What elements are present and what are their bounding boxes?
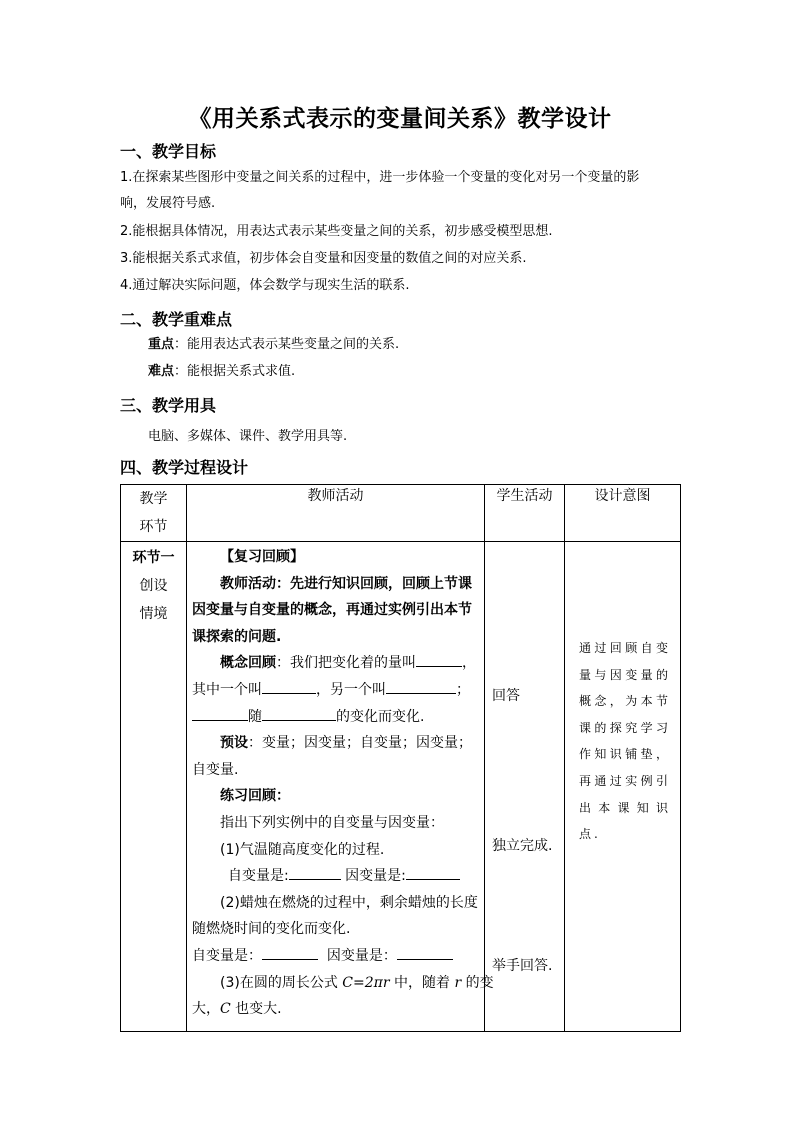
difficult-point-line [148, 365, 295, 379]
stage-line2: 创设 [139, 578, 168, 594]
table-header-row [121, 485, 681, 542]
document-title: 《用关系式表示的变量间关系》教学设计 [188, 106, 612, 132]
teaching-process-table [120, 484, 681, 1032]
fill-blank [416, 652, 462, 667]
teacher-activity-cell [187, 542, 494, 1032]
table-row [121, 542, 681, 1032]
design-intent-cell [565, 542, 681, 1032]
preset-line-2: 自变量. [192, 761, 239, 778]
header-stage [121, 485, 187, 542]
section-heading-process: 四、教学过程设计 [120, 458, 249, 477]
concept-line-2 [192, 677, 480, 704]
stage-line3: 情境 [139, 606, 168, 622]
concept-text-3a: 随 [248, 708, 262, 725]
header-student: 学生活动 [485, 485, 565, 542]
key-point-line [148, 338, 399, 352]
question-3-line-1 [192, 970, 494, 997]
q3-text-b: 中，随着 [389, 974, 455, 991]
student-answer-1: 回答 [492, 688, 520, 704]
concept-line-1 [192, 650, 480, 677]
fill-blank [289, 865, 341, 880]
q3-text-e: 也变大. [230, 1001, 282, 1018]
practice-label: 练习回顾： [220, 788, 290, 805]
activity-line-3: 课探索的问题. [192, 628, 282, 645]
student-activity-cell [485, 542, 565, 1032]
section-heading-key-points: 二、教学重难点 [120, 310, 233, 329]
fill-blank [262, 706, 336, 721]
section-heading-objectives: 一、教学目标 [120, 142, 217, 161]
variable-c: C [220, 1001, 231, 1018]
objective-item-1-cont: 响，发展符号感. [120, 196, 216, 211]
variable-r: r [454, 974, 462, 991]
section-heading-tools: 三、教学用具 [120, 396, 217, 415]
preset-label: 预设 [220, 735, 248, 752]
fill-blank [386, 679, 456, 694]
header-stage-line1: 教学 [139, 491, 168, 507]
header-design: 设计意图 [565, 485, 681, 542]
concept-text-2b: ，另一个叫 [316, 681, 386, 698]
question-2-answers [192, 943, 480, 970]
objective-item-2: 2.能根据具体情况，用表达式表示某些变量之间的关系，初步感受模型思想. [120, 224, 553, 239]
preset-line-1 [192, 730, 480, 757]
q3-text-a: (3)在圆的周长公式 [220, 974, 343, 991]
design-intent-text: 通过回顾自变量与因变量的概念，为本节课的探究学习作知识铺垫，再通过实例引出本课知识点. [579, 641, 671, 842]
q3-text-d: 大， [192, 1001, 220, 1018]
concept-text-1: ：我们把变化着的量叫 [276, 655, 416, 672]
question-1: (1)气温随高度变化的过程. [220, 841, 385, 858]
stage-name: 环节一 [132, 550, 175, 566]
stage-cell [121, 542, 187, 1032]
difficult-point-label: 难点 [148, 364, 175, 379]
preset-text-1: ：变量；因变量；自变量；因变量； [248, 735, 472, 752]
concept-text-2-end: ； [456, 681, 470, 698]
concept-label: 概念回顾 [220, 655, 276, 672]
header-stage-line2: 环节 [139, 519, 168, 535]
question-2-line-1: (2)蜡烛在燃烧的过程中，剩余蜡烛的长度 [220, 894, 478, 911]
fill-blank [397, 945, 453, 960]
q3-text-c: 的变 [461, 974, 494, 991]
fill-blank [262, 679, 316, 694]
difficult-point-text: ：能根据关系式求值. [174, 364, 296, 379]
fill-blank [192, 706, 248, 721]
tools-text: 电脑、多媒体、课件、教学用具等. [148, 429, 348, 444]
header-teacher: 教师活动 [187, 485, 485, 542]
concept-text-3b: 的变化而变化. [336, 708, 425, 725]
activity-line-2: 因变量与自变量的概念，再通过实例引出本节 [192, 602, 472, 619]
review-title: 【复习回顾】 [220, 549, 304, 565]
objective-item-4: 4.通过解决实际问题，体会数学与现实生活的联系. [120, 278, 410, 293]
practice-intro: 指出下列实例中的自变量与因变量： [220, 814, 444, 831]
question-2-line-2: 随燃烧时间的变化而变化. [192, 921, 351, 938]
key-point-label: 重点 [148, 337, 175, 352]
question-3-line-2 [192, 996, 480, 1023]
objective-item-3: 3.能根据关系式求值，初步体会自变量和因变量的数值之间的对应关系. [120, 251, 527, 266]
q2-independent-label: 自变量是： [192, 947, 262, 964]
concept-line-3 [192, 704, 480, 731]
key-point-text: ：能用表达式表示某些变量之间的关系. [174, 337, 400, 352]
q1-dependent-label: 因变量是: [345, 868, 406, 885]
fill-blank [406, 865, 460, 880]
objective-item-1: 1.在探索某些图形中变量之间关系的过程中，进一步体验一个变量的变化对另一个变量的影 [120, 170, 640, 185]
question-1-answers [192, 863, 480, 890]
q2-dependent-label: 因变量是： [326, 947, 397, 964]
concept-text-1-end: ， [462, 655, 476, 672]
concept-text-2a: 其中一个叫 [192, 681, 262, 698]
student-answer-2: 独立完成. [492, 838, 553, 854]
fill-blank [262, 945, 318, 960]
activity-line-1: 教师活动：先进行知识回顾，回顾上节课 [220, 575, 472, 592]
student-answer-3: 举手回答. [492, 958, 553, 974]
circumference-formula: C=2πr [342, 974, 390, 991]
q1-independent-label: 自变量是: [228, 868, 289, 885]
